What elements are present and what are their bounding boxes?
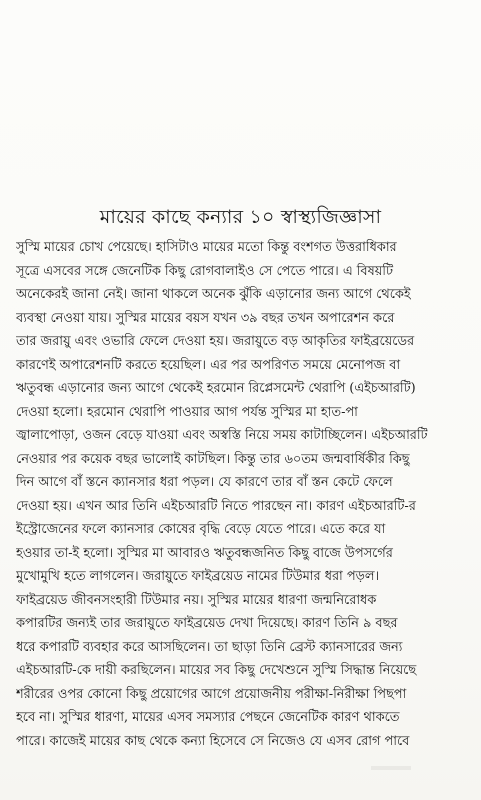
- text-line: জ্বালাপোড়া, ওজন বেড়ে যাওয়া এবং অস্বস্তি নিয়ে সময় কাটাচ্ছিলেন। এইচআরটি: [16, 428, 428, 443]
- text-line: ধরে কপারটি ব্যবহার করে আসছিলেন। তা ছাড়া তিনি ব্রেস্ট ক্যানসারের জন্য: [16, 639, 403, 655]
- text-line: নেওয়ার পর কয়েক বছর ভালোই কাটছিল। কিন্তু তার ৬০তম জন্মবার্ষিকীর কিছু: [16, 451, 410, 467]
- text-line: দেওয়া হলো। হরমোন থেরাপি পাওয়ার আগ পর্যন্ত সুস্মির মা হাত-পা: [16, 404, 358, 420]
- text-line: কারণেই অপারেশনটি করতে হয়েছিল। এর পর অপরিণত সময়ে মেনোপজ বা: [16, 357, 401, 373]
- text-line: ইস্ট্রোজেনের ফলে ক্যানসার কোষের বৃদ্ধি বেড়ে যেতে পারে। এতে করে যা: [16, 522, 386, 537]
- text-line: ঋতুবন্ধ এড়ানোর জন্য আগে থেকেই হরমোন রিপ্লেসমেন্ট থেরাপি (এইচআরটি): [16, 381, 416, 396]
- text-line: দিন আগে বাঁ স্তনে ক্যানসার ধরা পড়ল। যে কারণে তার বাঁ স্তন কেটে ফেলে: [16, 475, 393, 490]
- text-line: সুস্মি মায়ের চোখ পেয়েছে। হাসিটাও মায়ের মতো কিন্তু বংশগত উত্তরাধিকার: [16, 240, 397, 255]
- text-line: হবে না। সুস্মির ধারণা, মায়ের এসব সমস্যার পেছনে জেনেটিক কারণ থাকতে: [16, 710, 400, 725]
- text-line: ফাইব্রয়েড জীবনসংহারী টিউমার নয়। সুস্মির মায়ের ধারণা জন্মনিরোধক: [16, 592, 377, 608]
- text-line: সূত্রে এসবের সঙ্গে জেনেটিক কিছু রোগবালাইও সে পেতে পারে। এ বিষয়টি: [16, 263, 394, 279]
- text-line: মুখোমুখি হতে লাগলেন। জরায়ুতে ফাইব্রয়েড নামের টিউমার ধরা পড়ল।: [16, 569, 380, 584]
- text-line: এইচআরটি-কে দায়ী করছিলেন। মায়ের সব কিছু দেখেশুনে সুস্মি সিদ্ধান্ত নিয়েছে: [16, 663, 417, 678]
- text-line: পারে। কাজেই মায়ের কাছ থেকে কন্যা হিসেবে সে নিজেও যে এসব রোগ পাবে: [16, 733, 410, 749]
- page-smudge: [371, 766, 411, 770]
- text-line: তার জরায়ু এবং ওভারি ফেলে দেওয়া হয়। জরায়ুতে বড় আকৃতির ফাইব্রয়েডের: [16, 334, 415, 349]
- text-line: অনেকেরই জানা নেই। জানা থাকলে অনেক ঝুঁকি এড়ানোর জন্য আগে থেকেই: [16, 287, 411, 302]
- text-line: দেওয়া হয়। এখন আর তিনি এইচআরটি নিতে পারছেন না। কারণ এইচআরটি-র: [16, 498, 416, 514]
- text-line: শরীরের ওপর কোনো কিছু প্রয়োগের আগে প্রয়োজনীয় পরীক্ষা-নিরীক্ষা পিছপা: [16, 686, 407, 702]
- text-line: কপারটির জন্যই তার জরায়ুতে ফাইব্রয়েড দেখা দিয়েছে। কারণ তিনি ৯ বছর: [16, 616, 398, 631]
- text-line: ব্যবস্থা নেওয়া যায়। সুস্মির মায়ের বয়স যখন ৩৯ বছর তখন অপারেশন করে: [16, 310, 395, 326]
- text-line: হওয়ার তা-ই হলো। সুস্মির মা আবারও ঋতুবন্ধজনিত কিছু বাজে উপসর্গের: [16, 545, 393, 561]
- body-paragraph: [16, 236, 472, 753]
- chapter-title: মায়ের কাছে কন্যার ১০ স্বাস্থ্যজিজ্ঞাসা: [99, 206, 382, 228]
